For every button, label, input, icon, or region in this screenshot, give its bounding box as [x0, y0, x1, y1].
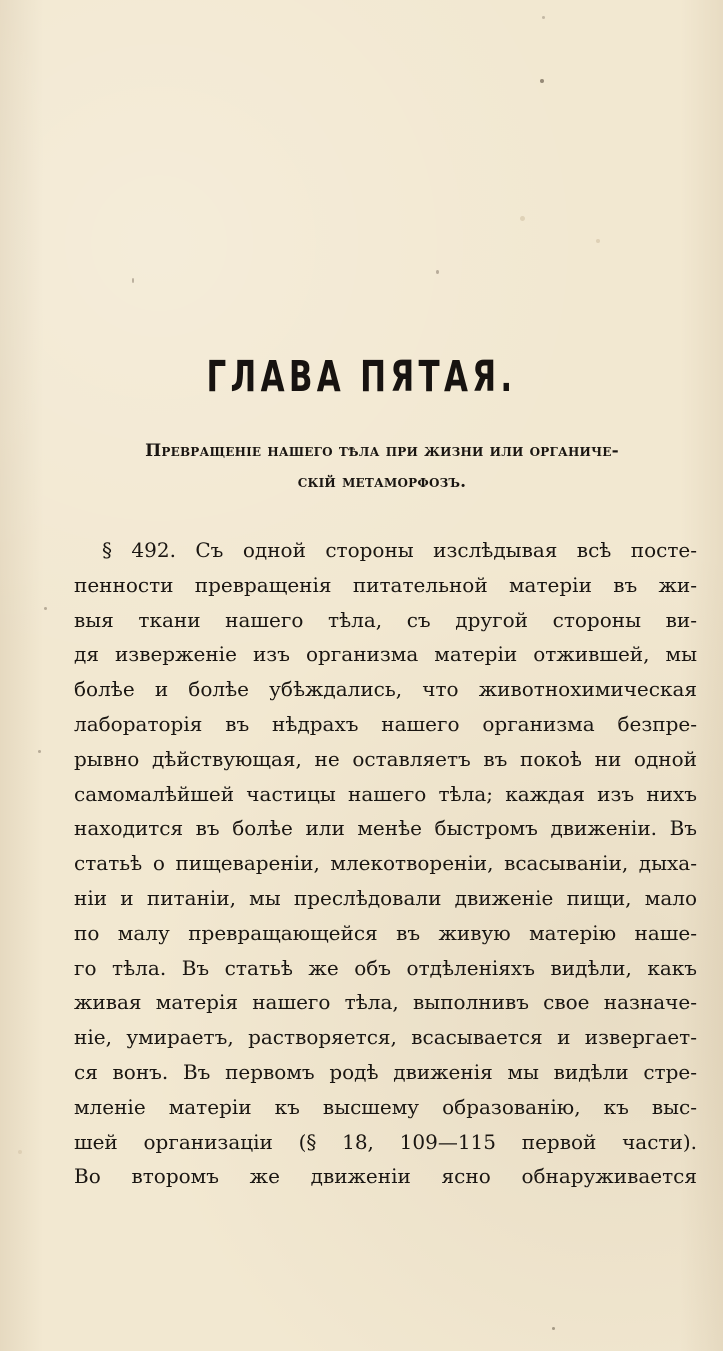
paragraph-line: выя ткани нашего тѣла, съ другой стороны ви- [74, 607, 697, 632]
paragraph-line: пенности превращенія питательной матеріи въ жи- [74, 572, 697, 597]
paragraph-line: находится въ болѣе или менѣе быстромъ движеніи. Въ [74, 816, 697, 841]
paragraph-line: лабораторія въ нѣдрахъ нашего организма безпре- [74, 711, 697, 736]
paragraph-492 [74, 533, 697, 1194]
paragraph-line: статьѣ о пищевареніи, млекотвореніи, всасываніи, дыха- [74, 851, 697, 876]
paragraph-line: ніи и питаніи, мы преслѣдовали движеніе пищи, мало [74, 885, 697, 910]
paragraph-line: шей организаціи (§ 18, 109—115 первой части). [74, 1129, 697, 1154]
paragraph-line: Во второмъ же движеніи ясно обнаруживается [74, 1164, 697, 1189]
paper-speck [38, 750, 41, 753]
paper-speck [520, 216, 525, 221]
chapter-subtitle-line: скій метаморфозъ. [297, 472, 467, 492]
paragraph-line: рывно дѣйствующая, не оставляетъ въ покоѣ ни одной [74, 746, 697, 771]
paper-speck [436, 270, 439, 274]
paragraph-line: мленіе матеріи къ высшему образованію, къ выс- [74, 1094, 697, 1119]
paragraph-line: по малу превращающейся въ живую матерію наше- [74, 920, 697, 945]
paragraph-line: болѣе и болѣе убѣждались, что животнохимическая [74, 677, 697, 702]
paper-speck [552, 1327, 555, 1330]
paper-speck [596, 239, 600, 243]
paper-speck [540, 79, 544, 83]
paper-speck [18, 1150, 22, 1154]
paragraph-line: § 492. Съ одной стороны изслѣдывая всѣ посте- [102, 538, 697, 562]
paper-speck [44, 607, 47, 610]
paper-speck [132, 278, 134, 283]
chapter-subtitle-line: Превращеніе нашего тѣла при жизни или органиче- [145, 441, 619, 461]
chapter-title: ГЛАВА ПЯТАЯ. [206, 352, 517, 402]
paragraph-line: го тѣла. Въ статьѣ же объ отдѣленіяхъ видѣли, какъ [74, 955, 697, 980]
paragraph-line: ся вонъ. Въ первомъ родѣ движенія мы видѣли стре- [74, 1059, 697, 1084]
paper-speck [542, 16, 545, 19]
chapter-subtitle [72, 436, 692, 498]
paragraph-line: живая матерія нашего тѣла, выполнивъ свое назначе- [74, 990, 697, 1015]
paragraph-line: самомалѣйшей частицы нашего тѣла; каждая изъ нихъ [74, 781, 697, 806]
paragraph-line: дя изверженіе изъ организма матеріи отжившей, мы [74, 642, 697, 667]
paragraph-line: ніе, умираетъ, растворяется, всасывается и извергает- [74, 1025, 697, 1050]
